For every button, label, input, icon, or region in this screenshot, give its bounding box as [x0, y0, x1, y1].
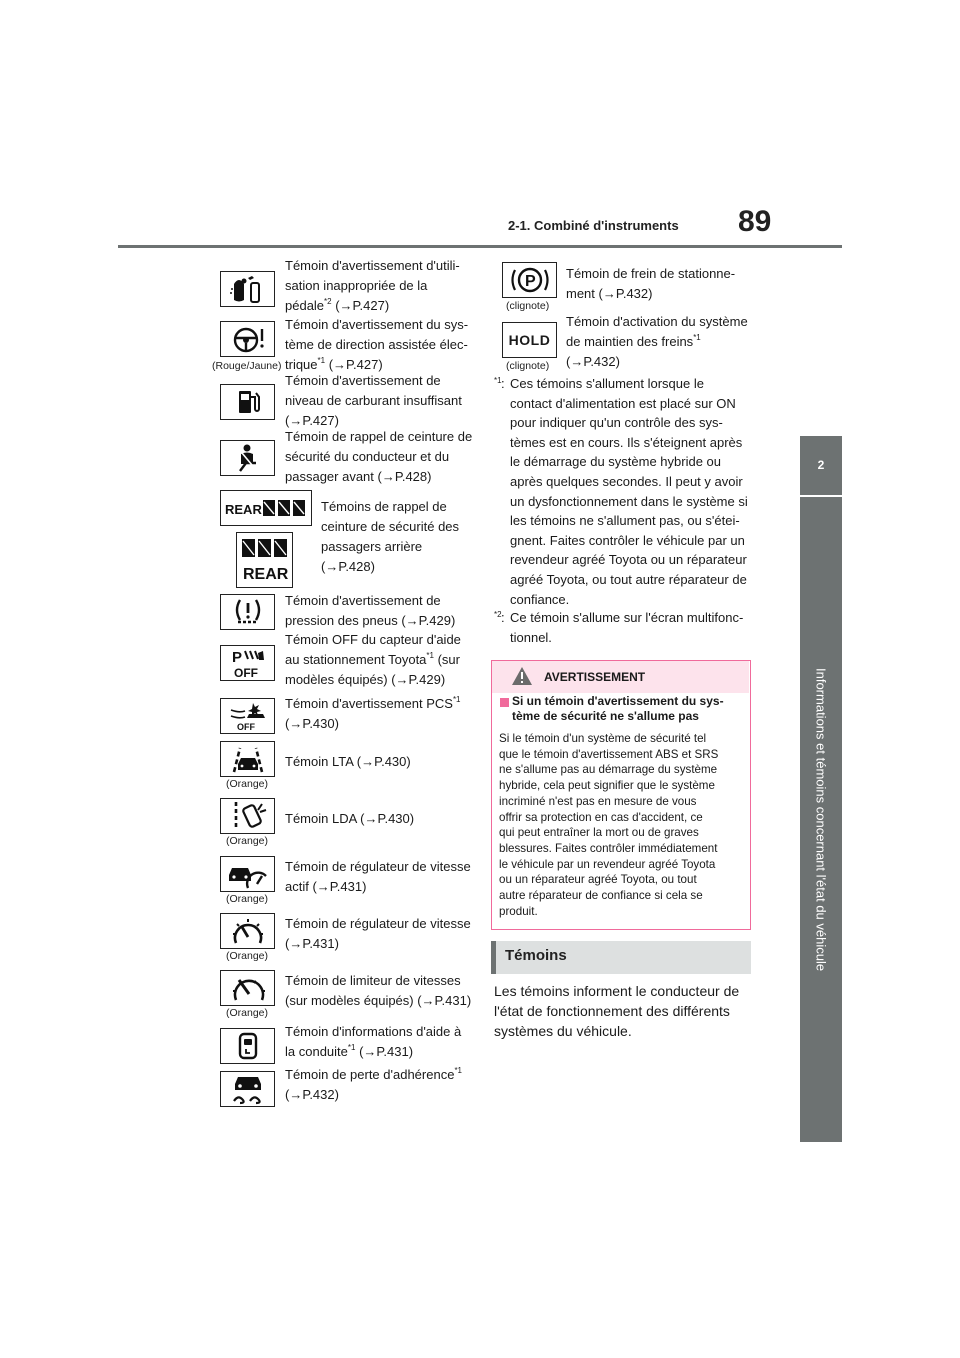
temoins-header-accent	[491, 941, 496, 974]
side-tab-number: 2	[800, 436, 842, 495]
speed-limiter-icon	[220, 970, 275, 1006]
lta-note: (Orange)	[226, 778, 269, 790]
acc-note: (Orange)	[226, 893, 269, 905]
driving-assist-label: Témoin d'informations d'aide à la conduite$^{*1}$ (→P.431)	[285, 1024, 462, 1059]
footnote-1-mark: *1	[494, 376, 502, 385]
rear-label-top: REAR	[225, 502, 262, 517]
footnote-2-sep: :	[501, 610, 505, 625]
lda-note: (Orange)	[226, 835, 269, 847]
limiter-note: (Orange)	[226, 1007, 269, 1019]
pedal-misuse-icon	[220, 271, 275, 307]
parking-off-text: OFF	[233, 666, 258, 679]
warning-body: Si le témoin d'un système de sécurité tel que le témoin d'avertissement ABS et SRS ne s'allume pas au démarrage du système hybride, cela peut signifier que le système incriminé n'est pas en mesure de vous offrir sa protection en cas d'accident, ce qui peut entraîner la mort ou de graves blessures. Faites contrôler immédiatement le véhicule par un revendeur agréé Toyota ou un réparateur agréé Toyota, ou tout autre réparateur de confiance si cela se produit.	[499, 732, 719, 918]
seatbelt-label: Témoin de rappel de ceinture de sécurité du conducteur et du passager avant (→P.428)	[285, 429, 473, 484]
warning-subheading: Si un témoin d'avertissement du sys- tème de sécurité ne s'allume pas	[512, 694, 724, 723]
brake-hold-label: Témoin d'activation du système de maintien des freins$^{*1}$ (→P.432)	[566, 314, 748, 369]
pcs-off-icon	[220, 698, 275, 734]
brake-hold-note: (clignote)	[506, 360, 550, 372]
limiter-label: Témoin de limiteur de vitesses (sur modèles équipés) (→P.431)	[285, 973, 472, 1008]
lda-icon	[220, 798, 275, 834]
warning-triangle-icon	[511, 666, 533, 686]
power-steering-label: Témoin d'avertissement du sys- tème de direction assistée élec- trique$^{*1}$ (→P.427)	[285, 317, 469, 372]
acc-label: Témoin de régulateur de vitesse actif (→P.431)	[285, 859, 471, 894]
slip-label: Témoin de perte d'adhérence$^{*1}$ (→P.432)	[285, 1066, 462, 1102]
pcs-off-text: OFF	[236, 722, 255, 732]
page-number: 89	[738, 205, 772, 238]
svg-text:P: P	[524, 273, 536, 290]
side-tab-spacer	[800, 252, 842, 436]
warning-box	[491, 660, 751, 930]
cruise-label: Témoin de régulateur de vitesse (→P.431)	[285, 916, 471, 951]
power-steering-note: (Rouge/Jaune)	[212, 360, 282, 372]
slip-indicator-icon	[220, 1071, 275, 1107]
lda-label: Témoin LDA (→P.430)	[285, 811, 415, 826]
footnote-1-sep: :	[501, 376, 505, 391]
parking-sensor-label: Témoin OFF du capteur d'aide au stationnement Toyota$^{*1}$ (sur modèles équipés) (→P.429)	[285, 632, 461, 687]
brake-hold-icon	[502, 322, 557, 358]
hold-text: HOLD	[508, 332, 551, 348]
parking-sensor-off-icon	[220, 645, 275, 681]
parking-brake-label: Témoin de frein de stationne- ment (→P.432)	[566, 266, 736, 301]
driving-assist-info-icon	[220, 1028, 275, 1064]
header-rule	[118, 245, 842, 248]
warning-bullet	[500, 698, 509, 707]
temoins-title: Témoins	[505, 947, 567, 964]
svg-text:P: P	[231, 649, 242, 666]
tire-pressure-icon	[220, 594, 275, 630]
temoins-description: Les témoins informent le conducteur de l'état de fonctionnement des différents systèmes du véhicule.	[494, 983, 740, 1039]
fuel-pump-icon	[220, 384, 275, 420]
pcs-label: Témoin d'avertissement PCS$^{*1}$ (→P.430)	[285, 695, 461, 731]
rear-seatbelt-reminder-icon-2	[236, 532, 293, 588]
side-tab-title	[801, 498, 841, 1141]
rear-seatbelt-label: Témoins de rappel de ceinture de sécurité des passagers arrière (→P.428)	[321, 499, 460, 574]
footnote-2-mark: *2	[494, 610, 502, 619]
lta-label: Témoin LTA (→P.430)	[285, 754, 411, 769]
rear-label-bottom: REAR	[242, 566, 288, 583]
active-cruise-control-icon	[220, 856, 275, 892]
lta-icon	[220, 741, 275, 777]
warning-header	[492, 661, 749, 693]
rear-seatbelt-reminder-icon	[220, 490, 312, 526]
cruise-note: (Orange)	[226, 950, 269, 962]
footnote-1-text: Ces témoins s'allument lorsque le contact d'alimentation est placé sur ON pour indiquer qu'un contrôle des sys- tèmes est en cours. Ils s'éteignent après le démarrage du système hybride ou après quelques secondes. Il peut y avoir un dysfonctionnement dans le système si les témoins ne s'allument pas, ou s'étei- gnent. Faites contrôler le véhicule par un revendeur agréé Toyota ou un réparateur agréé Toyota, ou tout autre réparateur de confiance.	[510, 376, 748, 607]
power-steering-warning-icon	[220, 321, 275, 357]
section-header: 2-1. Combiné d'instruments	[508, 218, 679, 233]
fuel-warning-label: Témoin d'avertissement de niveau de carburant insuffisant (→P.427)	[285, 373, 462, 428]
warning-title: AVERTISSEMENT	[544, 670, 646, 684]
pedal-misuse-label: Témoin d'avertissement d'utili- sation inappropriée de la pédale$^{*2}$ (→P.427)	[285, 258, 460, 313]
side-tab-title-text: Informations et témoins concernant l'état du véhicule	[813, 667, 829, 972]
parking-brake-icon	[502, 262, 557, 298]
footnote-2-text: Ce témoin s'allume sur l'écran multifonc- tionnel.	[510, 610, 744, 645]
parking-brake-note: (clignote)	[506, 300, 550, 312]
tire-pressure-label: Témoin d'avertissement de pression des pneus (→P.429)	[285, 593, 456, 628]
seatbelt-reminder-icon	[220, 440, 275, 476]
cruise-control-icon	[220, 913, 275, 949]
